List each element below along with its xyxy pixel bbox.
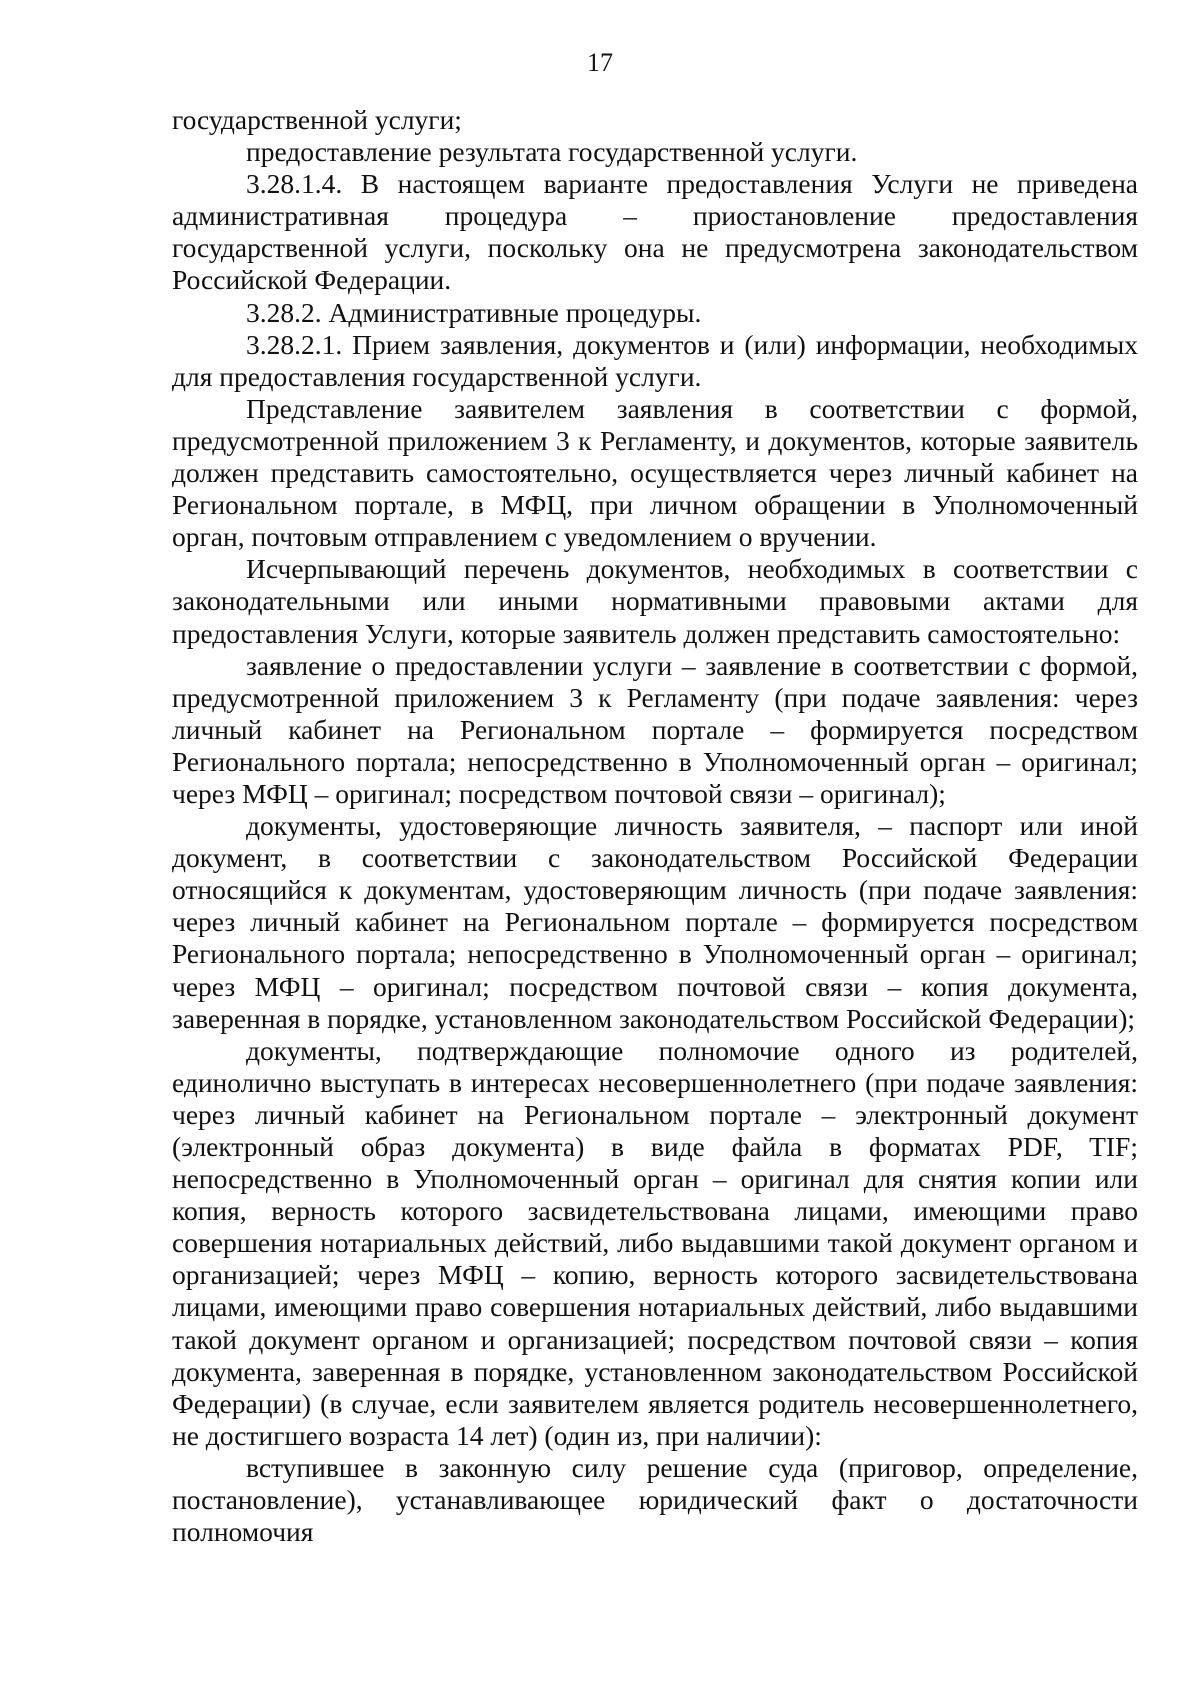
paragraph-3-28-2-1: 3.28.2.1. Прием заявления, документов и (или) информации, необходимых для предоставления государственной услуги. bbox=[172, 328, 1138, 392]
paragraph-application: заявление о предоставлении услуги – заявление в соответствии с формой, предусмотренной приложением 3 к Регламенту (при подаче заявления: через личный кабинет на Региональном портале – формируется посредством Регионального портала; непосредственно в Уполномоченный орган – оригинал; через МФЦ – оригинал; посредством почтовой связи – оригинал); bbox=[172, 649, 1138, 809]
paragraph-document-list-intro: Исчерпывающий перечень документов, необходимых в соответствии с законодательными или иными нормативными правовыми актами для предоставления Услуги, которые заявитель должен представить самостоятельно: bbox=[172, 553, 1138, 649]
paragraph-identity-documents: документы, удостоверяющие личность заявителя, – паспорт или иной документ, в соответствии с законодательством Российской Федерации относящийся к документам, удостоверяющим личность (при подаче заявления: через личный кабинет на Региональном портале – формируется посредством Регионального портала; непосредственно в Уполномоченный орган – оригинал; через МФЦ – оригинал; посредством почтовой связи – копия документа, заверенная в порядке, установленном законодательством Российской Федерации); bbox=[172, 810, 1138, 1034]
page-number: 17 bbox=[587, 48, 613, 77]
paragraph-3-28-2: 3.28.2. Административные процедуры. bbox=[246, 296, 702, 328]
paragraph-continuation: государственной услуги; bbox=[172, 104, 462, 135]
paragraph-result: предоставление результата государственной услуги. bbox=[246, 136, 858, 168]
paragraph-submission: Представление заявителем заявления в соответствии с формой, предусмотренной приложением 3 к Регламенту, и документов, которые заявитель должен представить самостоятельно, осуществляется через личный кабинет на Региональном портале, в МФЦ, при личном обращении в Уполномоченный орган, почтовым отправлением с уведомлением о вручении. bbox=[172, 392, 1138, 553]
paragraph-parent-authority: документы, подтверждающие полномочие одного из родителей, единолично выступать в интересах несовершеннолетнего (при подаче заявления: через личный кабинет на Региональном портале – электронный документ (электронный образ документа) в виде файла в форматах PDF, TIF; непосредственно в Уполномоченный орган – оригинал для снятия копии или копия, верность которого засвидетельствована лицами, имеющими право совершения нотариальных действий, либо выдавшими такой документ органом и организацией; через МФЦ – копию, верность которого засвидетельствована лицами, имеющими право совершения нотариальных действий, либо выдавшими такой документ органом и организацией; посредством почтовой связи – копия документа, заверенная в порядке, установленном законодательством Российской Федерации) (в случае, если заявителем является родитель несовершеннолетнего, не достигшего возраста 14 лет) (один из, при наличии): bbox=[172, 1034, 1138, 1451]
paragraph-3-28-1-4: 3.28.1.4. В настоящем варианте предоставления Услуги не приведена административная процедура – приостановление предоставления государственной услуги, поскольку она не предусмотрена законодательством Российской Федерации. bbox=[172, 168, 1138, 296]
paragraph-court-decision: вступившее в законную силу решение суда (приговор, определение, постановление), устанавливающее юридический факт о достаточности полномочия bbox=[172, 1451, 1138, 1548]
document-body bbox=[172, 104, 1138, 1548]
